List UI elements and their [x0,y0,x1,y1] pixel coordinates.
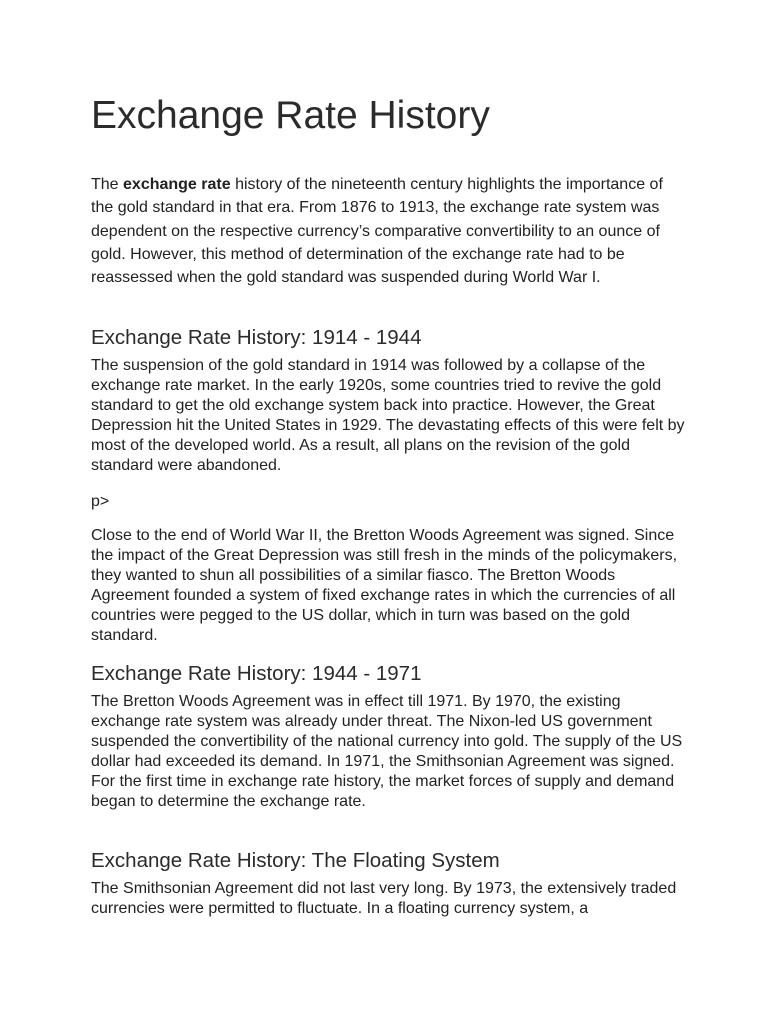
intro-text-start: The [91,176,124,193]
section-heading-1944-1971: Exchange Rate History: 1944 - 1971 [91,662,422,685]
section-1944-1971-paragraph: The Bretton Woods Agreement was in effect till 1971. By 1970, the existing exchange rate system was already under threat. The Nixon-led US government suspended the convertibility of the national currency into gold. The supply of the US dollar had exceeded its demand. In 1971, the Smithsonian Agreement was signed. For the first time in exchange rate history, the market forces of supply and demand began to determine the exchange rate. [91,693,683,811]
stray-text: p> [91,493,110,510]
intro-bold-term: exchange rate [123,176,231,193]
section-floating-system-paragraph: The Smithsonian Agreement did not last very long. By 1973, the extensively traded currencies were permitted to fluctuate. In a floating currency system, a [91,880,677,918]
section-1914-1944-paragraph-1: The suspension of the gold standard in 1914 was followed by a collapse of the exchange rate market. In the early 1920s, some countries tried to revive the gold standard to get the old exchange system back into practice. However, the Great Depression hit the United States in 1929. The devastating effects of this were felt by most of the developed world. As a result, all plans on the revision of the gold standard were abandoned. [91,357,685,475]
section-heading-floating-system: Exchange Rate History: The Floating System [91,849,500,872]
section-heading-1914-1944: Exchange Rate History: 1914 - 1944 [91,326,422,349]
page-title: Exchange Rate History [91,94,490,137]
intro-text-rest: history of the nineteenth century highlights the importance of the gold standard in that era. From 1876 to 1913, the exchange rate system was dependent on the respective currency’s comparative convertibility to an ounce of gold. However, this method of determination of the exchange rate had to be reassessed when the gold standard was suspended during World War I. [91,176,663,287]
section-1914-1944-paragraph-2: Close to the end of World War II, the Bretton Woods Agreement was signed. Since the impact of the Great Depression was still fresh in the minds of the policymakers, they wanted to shun all possibilities of a similar fiasco. The Bretton Woods Agreement founded a system of fixed exchange rates in which the currencies of all countries were pegged to the US dollar, which in turn was based on the gold standard. [91,527,678,645]
intro-paragraph [91,173,683,289]
